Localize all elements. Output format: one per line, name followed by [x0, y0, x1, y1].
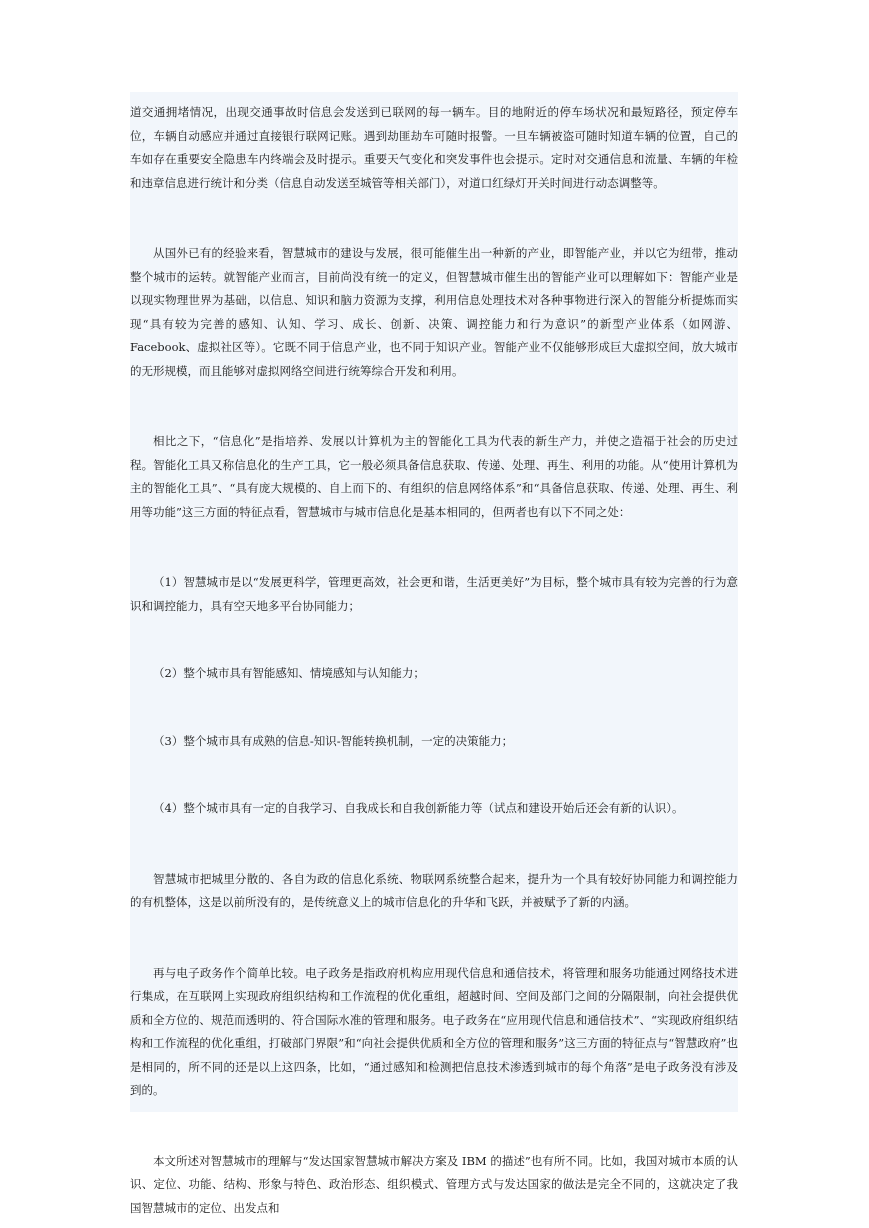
- paragraph-integration: 智慧城市把城里分散的、各自为政的信息化系统、物联网系统整合起来，提升为一个具有较好协同能力和调控能力的有机整体，这是以前所没有的，是传统意义上的城市信息化的升华和飞跃，并被赋予了新的内涵。: [130, 871, 738, 909]
- list-item-3: （3）整个城市具有成熟的信息-知识-智能转换机制，一定的决策能力；: [153, 733, 514, 748]
- list-item-1: （1）智慧城市是以“发展更科学，管理更高效，社会更和谐，生活更美好”为目标，整个城市具有较为完善的行为意识和调控能力，具有空天地多平台协同能力；: [130, 575, 738, 613]
- paragraph-smart-industry: 从国外已有的经验来看，智慧城市的建设与发展，很可能催生出一种新的产业，即智能产业，并以它为纽带，推动整个城市的运转。就智能产业而言，目前尚没有统一的定义，但智慧城市催生出的智能产业可以理解如下：智能产业是以现实物理世界为基础，以信息、知识和脑力资源为支撑，利用信息处理技术对各种事物进行深入的智能分析提炼而实现“具有较为完善的感知、认知、学习、成长、创新、决策、调控能力和行为意识”的新型产业体系（如网游、Facebook、虚拟社区等）。它既不同于信息产业，也不同于知识产业。智能产业不仅能够形成巨大虚拟空间，放大城市的无形规模，而且能够对虚拟网络空间进行统筹综合开发和利用。: [130, 246, 738, 378]
- list-item-2: （2）整个城市具有智能感知、情境感知与认知能力；: [153, 666, 425, 680]
- paragraph-traffic: 道交通拥堵情况，出现交通事故时信息会发送到已联网的每一辆车。目的地附近的停车场状况和最短路径，预定停车位，车辆自动感应并通过直接银行联网记账。遇到劫匪劫车可随时报警。一旦车辆被盗可随时知道车辆的位置，自己的车如存在重要安全隐患车内终端会及时提示。重要天气变化和突发事件也会提示。定时对交通信息和流量、车辆的年检和违章信息进行统计和分类（信息自动发送至城管等相关部门），对道口红绿灯开关时间进行动态调整等。: [130, 105, 738, 190]
- paragraph-comparison: 本文所述对智慧城市的理解与“发达国家智慧城市解决方案及 IBM 的描述”也有所不同。比如，我国对城市本质的认识、定位、功能、结构、形象与特色、政治形态、组织模式、管理方式与发达国家的做法是完全不同的，这就决定了我国智慧城市的定位、出发点和: [130, 1153, 738, 1215]
- paragraph-e-government: 再与电子政务作个简单比较。电子政务是指政府机构应用现代信息和通信技术，将管理和服务功能通过网络技术进行集成，在互联网上实现政府组织结构和工作流程的优化重组，超越时间、空间及部门之间的分隔限制，向社会提供优质和全方位的、规范而透明的、符合国际水准的管理和服务。电子政务在“应用现代信息和通信技术”、“实现政府组织结构和工作流程的优化重组，打破部门界限”和“向社会提供优质和全方位的管理和服务”这三方面的特征点与“智慧政府”也是相同的，所不同的还是以上这四条，比如，“通过感知和检测把信息技术渗透到城市的每个角落”是电子政务没有涉及到的。: [130, 965, 738, 1097]
- document-body: [130, 101, 738, 1220]
- list-item-4: （4）整个城市具有一定的自我学习、自我成长和自我创新能力等（试点和建设开始后还会有新的认识）。: [153, 801, 684, 815]
- paragraph-informatization: 相比之下，“信息化”是指培养、发展以计算机为主的智能化工具为代表的新生产力，并使之造福于社会的历史过程。智能化工具又称信息化的生产工具，它一般必须具备信息获取、传递、处理、再生、利用的功能。从“使用计算机为主的智能化工具”、“具有庞大规模的、自上而下的、有组织的信息网络体系”和“具备信息获取、传递、处理、再生、利用等功能”这三方面的特征点看，智慧城市与城市信息化是基本相同的，但两者也有以下不同之处：: [130, 434, 738, 519]
